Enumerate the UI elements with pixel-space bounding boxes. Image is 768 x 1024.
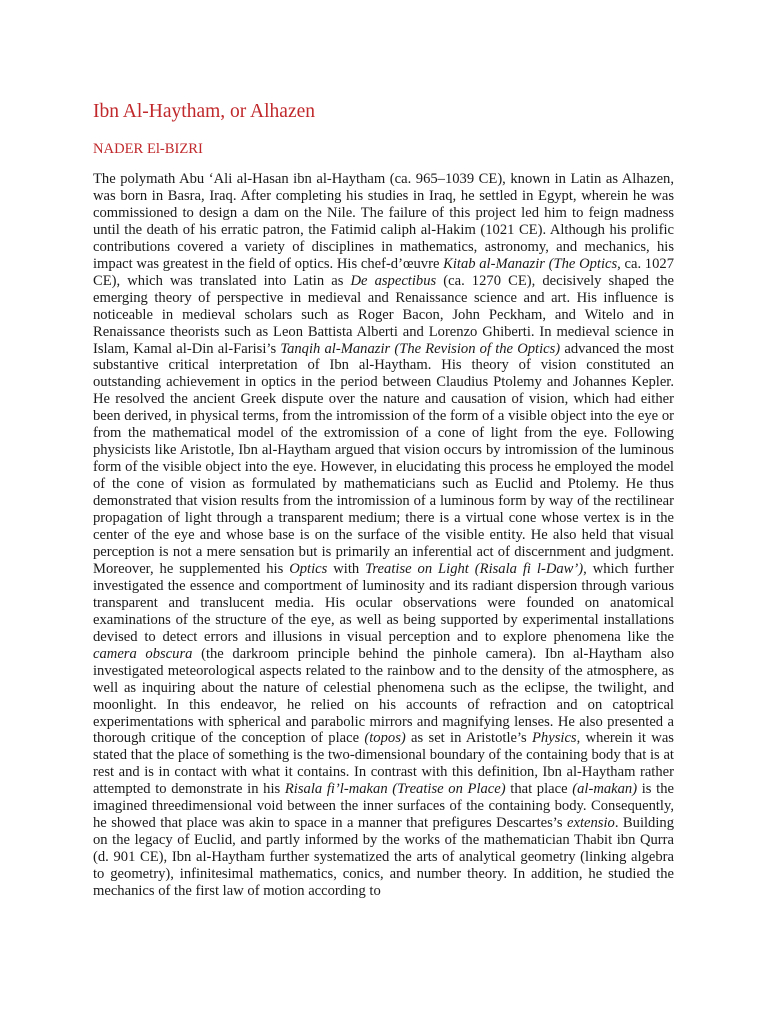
text-run: is the imagined threedimensional void between the inner surfaces of the containing body. Consequently, he showed that place was akin to space in a manner that prefigures Descartes’s	[93, 781, 674, 832]
text-run: The polymath Abu ‘Ali al-Hasan ibn al-Haytham (ca. 965–1039 CE), known in Latin as Alhazen, was born in Basra, Iraq. After completing his studies in Iraq, he settled in Egypt, wherein he was commissioned to design a dam on the Nile. The failure of this project led him to feign madness until the death of his erratic patron, the Fatimid caliph al-Hakim (1021 CE). Although his prolific contributions covered a variety of disciplines in mathematics, astronomy, and mechanics, his impact was greatest in the field of optics. His chef-d’œuvre	[93, 171, 674, 272]
body-paragraph	[93, 171, 674, 900]
text-run: , wherein it was stated that the place of something is the two-dimensional boundary of the containing body that is at rest and is in contact with what it contains. In contrast with this definition, Ibn al-Haytham rather attempted to demonstrate in his	[93, 730, 674, 798]
text-run: as set in Aristotle’s	[405, 730, 533, 747]
italic-text-run: camera obscura	[93, 645, 193, 662]
text-run: with	[327, 560, 366, 577]
text-run: advanced the most substantive critical interpretation of Ibn al-Haytham. His theory of vision constituted an outstanding achievement in optics in the period between Claudius Ptolemy and Johannes Kepler. He resolved the ancient Greek dispute over the nature and causation of vision, which had either been derived, in physical terms, from the intromission of the form of a visible object into the eye or from the mathematical model of the extromission of a cone of light from the eye. Following physicists like Aristotle, Ibn al-Haytham argued that vision occurs by intromission of the luminous form of the visible object into the eye. However, in elucidating this process he employed the model of the cone of vision as formulated by mathematicians such as Euclid and Ptolemy. He thus demonstrated that vision results from the intromission of a luminous form by way of the rectilinear propagation of light through a transparent medium; there is a virtual cone whose vertex is in the center of the eye and whose base is on the surface of the visible entity. He also held that visual perception is not a mere sensation but is primarily an inferential act of discernment and judgment. Moreover, he supplemented his	[93, 340, 674, 577]
italic-text-run: (topos)	[364, 730, 406, 747]
author-family-name: El-BIZRI	[146, 141, 203, 157]
text-run: (the darkroom principle behind the pinhole camera). Ibn al-Haytham also investigated meteorological aspects related to the rainbow and to the density of the atmosphere, as well as inquiring about the nature of celestial phenomena such as the eclipse, the twilight, and moonlight. In this endeavor, he relied on his accounts of refraction and on catoptrical experimentations with spherical and parabolic mirrors and magnifying lenses. He also presented a thorough critique of the conception of place	[93, 645, 674, 747]
author-given-name: NADER	[93, 141, 144, 157]
text-run: that place	[505, 781, 573, 798]
text-run: , ca. 1027 CE), which was translated into Latin as	[93, 255, 674, 289]
document-title: Ibn Al-Haytham, or Alhazen	[93, 101, 316, 122]
italic-text-run: Kitab al-Manazir (The Optics	[443, 255, 618, 272]
text-run: , which further investigated the essence and comportment of luminosity and its radiant dispersion through various transparent and translucent media. His ocular observations were founded on anatomical examinations of the structure of the eye, as well as being supported by experimental installations devised to detect errors and illusions in visual perception and to explore phenomena like the	[93, 560, 674, 645]
italic-text-run: De aspectibus	[350, 272, 437, 289]
italic-text-run: Treatise on Light (Risala fi l-Daw’)	[365, 560, 584, 577]
italic-text-run: Risala fi’l-makan (Treatise on Place)	[284, 781, 506, 798]
italic-text-run: extensio	[566, 815, 615, 832]
document-page	[93, 100, 674, 900]
text-run: . Building on the legacy of Euclid, and partly informed by the works of the mathematician Thabit ibn Qurra (d. 901 CE), Ibn al-Haytham further systematized the arts of analytical geometry (linking algebra to geometry), infinitesimal mathematics, conics, and number theory. In addition, he studied the mechanics of the first law of motion according to	[93, 815, 674, 900]
italic-text-run: Optics	[289, 560, 328, 577]
italic-text-run: (al-makan)	[572, 781, 638, 798]
italic-text-run: Tanqih al-Manazir (The Revision of the Optics)	[280, 340, 561, 357]
text-run: (ca. 1270 CE), decisively shaped the emerging theory of perspective in medieval and Renaissance science and art. His influence is noticeable in medieval scholars such as Roger Bacon, John Peckham, and Witelo and in Renaissance theorists such as Leon Battista Alberti and Lorenzo Ghiberti. In medieval science in Islam, Kamal al-Din al-Farisi’s	[93, 272, 674, 357]
italic-text-run: Physics	[532, 730, 577, 747]
author-line	[93, 140, 674, 158]
